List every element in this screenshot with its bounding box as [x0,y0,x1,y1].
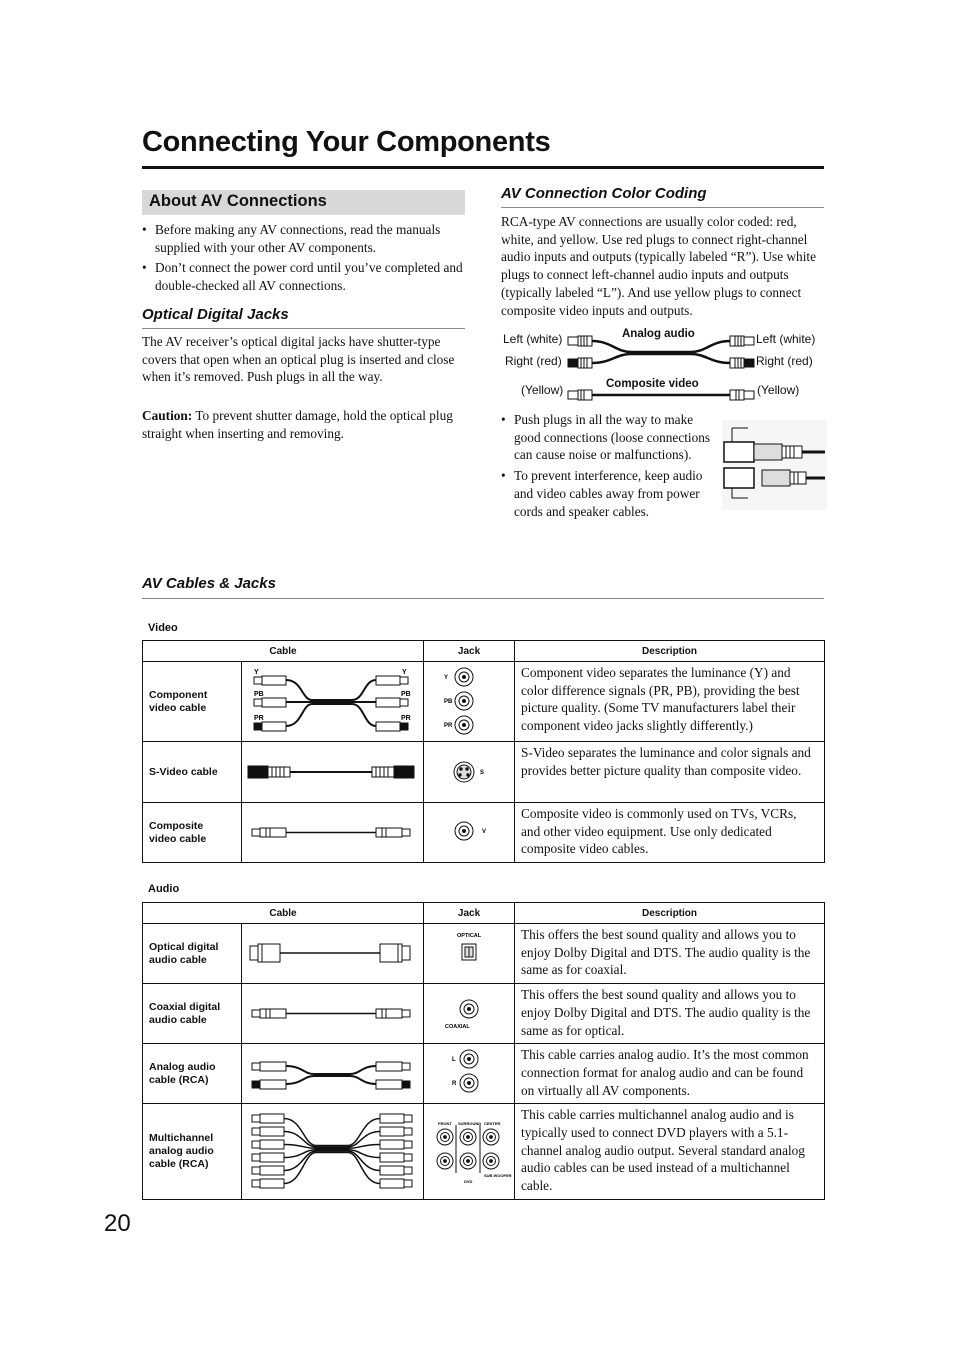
right-red-label-right: Right (red) [756,354,813,368]
optical-jack-illustration [424,924,515,984]
optical-body: The AV receiver’s optical digital jacks have shutter-type covers that open when an optical plug is inserted and close when it’s removed. Push plugs in all the way. [142,334,455,385]
red-plug-left [568,358,592,368]
svg-text:FRONT: FRONT [438,1120,452,1126]
plug-insertion-figure [722,420,827,510]
plug-bullet: • To prevent interference, keep audio and video cables away from power cords and speaker cables. [501,467,713,520]
svg-text:PR: PR [254,715,264,722]
table-row [143,803,825,863]
cable-name: Coaxial digital audio cable [143,984,242,1044]
cable-description: This cable carries multichannel analog audio and is typically used to connect DVD players with a 5.1-channel analog audio output. Several standard analog audio cables can be used instead of a multichannel cable. [515,1104,825,1200]
video-table-header [143,641,825,662]
table-row [143,662,825,742]
caution-text: To prevent shutter damage, hold the optical plug straight when inserting and removing. [142,408,453,441]
optical-heading: Optical Digital Jacks [142,306,289,323]
header-cable: Cable [143,641,424,662]
color-coding-cable-diagram [566,332,756,404]
analog-cable-illustration [242,1044,424,1104]
cable-description: This offers the best sound quality and allows you to enjoy Dolby Digital and DTS. The audio quality is the same as for coaxial. [515,924,825,984]
page-title: Connecting Your Components [142,126,551,158]
color-coding-body: RCA-type AV connections are usually color coded: red, white, and yellow. Use red plugs to connect right-channel audio inputs and outputs (typically labeled “R”). Use white plugs to connect left-channel audio inputs and outputs (typically labeled “L”). And use yellow plugs to connect composite video inputs and outputs. [501,214,816,318]
cable-description: S-Video separates the luminance and color signals and provides better picture quality than composite video. [515,742,825,803]
cables-heading: AV Cables & Jacks [142,575,276,592]
cable-description: Component video separates the luminance (Y) and color difference signals (PR, PB), providing the best picture quality. (Some TV manufacturers label their component video jacks slightly differently.) [515,662,825,742]
optical-cable-illustration [242,924,424,984]
plug-bullets [501,411,713,523]
video-table-label: Video [148,622,178,634]
color-coding-heading: AV Connection Color Coding [501,185,707,202]
svg-text:V: V [482,829,487,836]
color-coding-rule [501,207,824,208]
left-white-label-right: Left (white) [756,332,816,346]
svg-text:PB: PB [401,691,411,698]
svg-text:Y: Y [254,669,259,676]
cable-description: This offers the best sound quality and allows you to enjoy Dolby Digital and DTS. The audio quality is the same as for optical. [515,984,825,1044]
svg-text:SUB WOOFER: SUB WOOFER [484,1172,512,1178]
coaxial-cable-illustration [242,984,424,1044]
cable-name: Optical digital audio cable [143,924,242,984]
audio-table-header [143,903,825,924]
svideo-cable-illustration [242,742,424,803]
component-jack-illustration [424,662,515,742]
yellow-label-right: (Yellow) [757,383,800,397]
svg-text:Y: Y [444,675,449,681]
svg-text:SURROUND: SURROUND [458,1120,482,1126]
yellow-label-left: (Yellow) [521,383,564,397]
svg-text:PB: PB [444,699,453,705]
cable-description: This cable carries analog audio. It’s the most common connection format for analog audio and can be found on virtually all AV components. [515,1044,825,1104]
table-row [143,984,825,1044]
svg-text:PR: PR [444,723,453,729]
cable-description: Composite video is commonly used on TVs, VCRs, and other video equipment. Use only dedicated composite video cables. [515,803,825,863]
cable-name: Multichannel analog audio cable (RCA) [143,1104,242,1200]
cable-name: S-Video cable [143,742,242,803]
caution-label: Caution: [142,408,193,423]
composite-video-label: Composite video [606,378,699,390]
multichannel-jack-illustration [424,1104,515,1200]
cable-name: Composite video cable [143,803,242,863]
white-plug-left [568,336,592,346]
white-plug-right [730,336,754,346]
svg-text:CENTER: CENTER [484,1120,501,1126]
about-bullet: • Before making any AV connections, read the manuals supplied with your other AV components. [142,221,467,256]
header-description: Description [515,903,825,924]
svg-text:S: S [480,770,485,776]
cable-name: Analog audio cable (RCA) [143,1044,242,1104]
svg-text:Y: Y [402,669,407,676]
optical-caution [142,407,467,442]
svg-text:DVD: DVD [464,1178,473,1184]
red-plug-right [730,358,754,368]
svg-text:COAXIAL: COAXIAL [445,1024,470,1031]
composite-jack-illustration [424,803,515,863]
audio-table-label: Audio [148,883,180,895]
cable-name: Component video cable [143,662,242,742]
about-heading: About AV Connections [149,192,327,210]
page-number: 20 [104,1210,131,1237]
component-cable-illustration [242,662,424,742]
table-row [143,1104,825,1200]
right-red-label: Right (red) [505,354,562,368]
composite-cable-illustration [242,803,424,863]
table-row [143,924,825,984]
header-cable: Cable [143,903,424,924]
about-bullet: • Don’t connect the power cord until you’ve completed and double-checked all AV connections. [142,259,467,294]
coaxial-jack-illustration [424,984,515,1044]
about-bullets [142,221,467,298]
svg-text:OPTICAL: OPTICAL [457,933,482,940]
cables-rule [142,598,824,599]
audio-cables-table [142,902,825,1200]
video-cables-table [142,640,825,863]
table-row [143,1044,825,1104]
svg-text:L: L [452,1057,456,1064]
title-rule [142,166,824,169]
analog-audio-label: Analog audio [622,328,695,340]
header-jack: Jack [424,641,515,662]
about-heading-box [142,190,465,215]
multichannel-cable-illustration [242,1104,424,1200]
svg-text:PB: PB [254,691,264,698]
analog-jack-illustration [424,1044,515,1104]
table-row [143,742,825,803]
left-white-label: Left (white) [503,332,563,346]
yellow-plug-left [568,390,592,400]
svideo-jack-illustration [424,742,515,803]
header-description: Description [515,641,825,662]
plug-bullet: • Push plugs in all the way to make good connections (loose connections can cause noise or malfunctions). [501,411,713,464]
optical-rule [142,328,465,329]
svg-text:PR: PR [401,715,411,722]
header-jack: Jack [424,903,515,924]
svg-text:R: R [452,1081,457,1088]
yellow-plug-right [730,390,754,400]
